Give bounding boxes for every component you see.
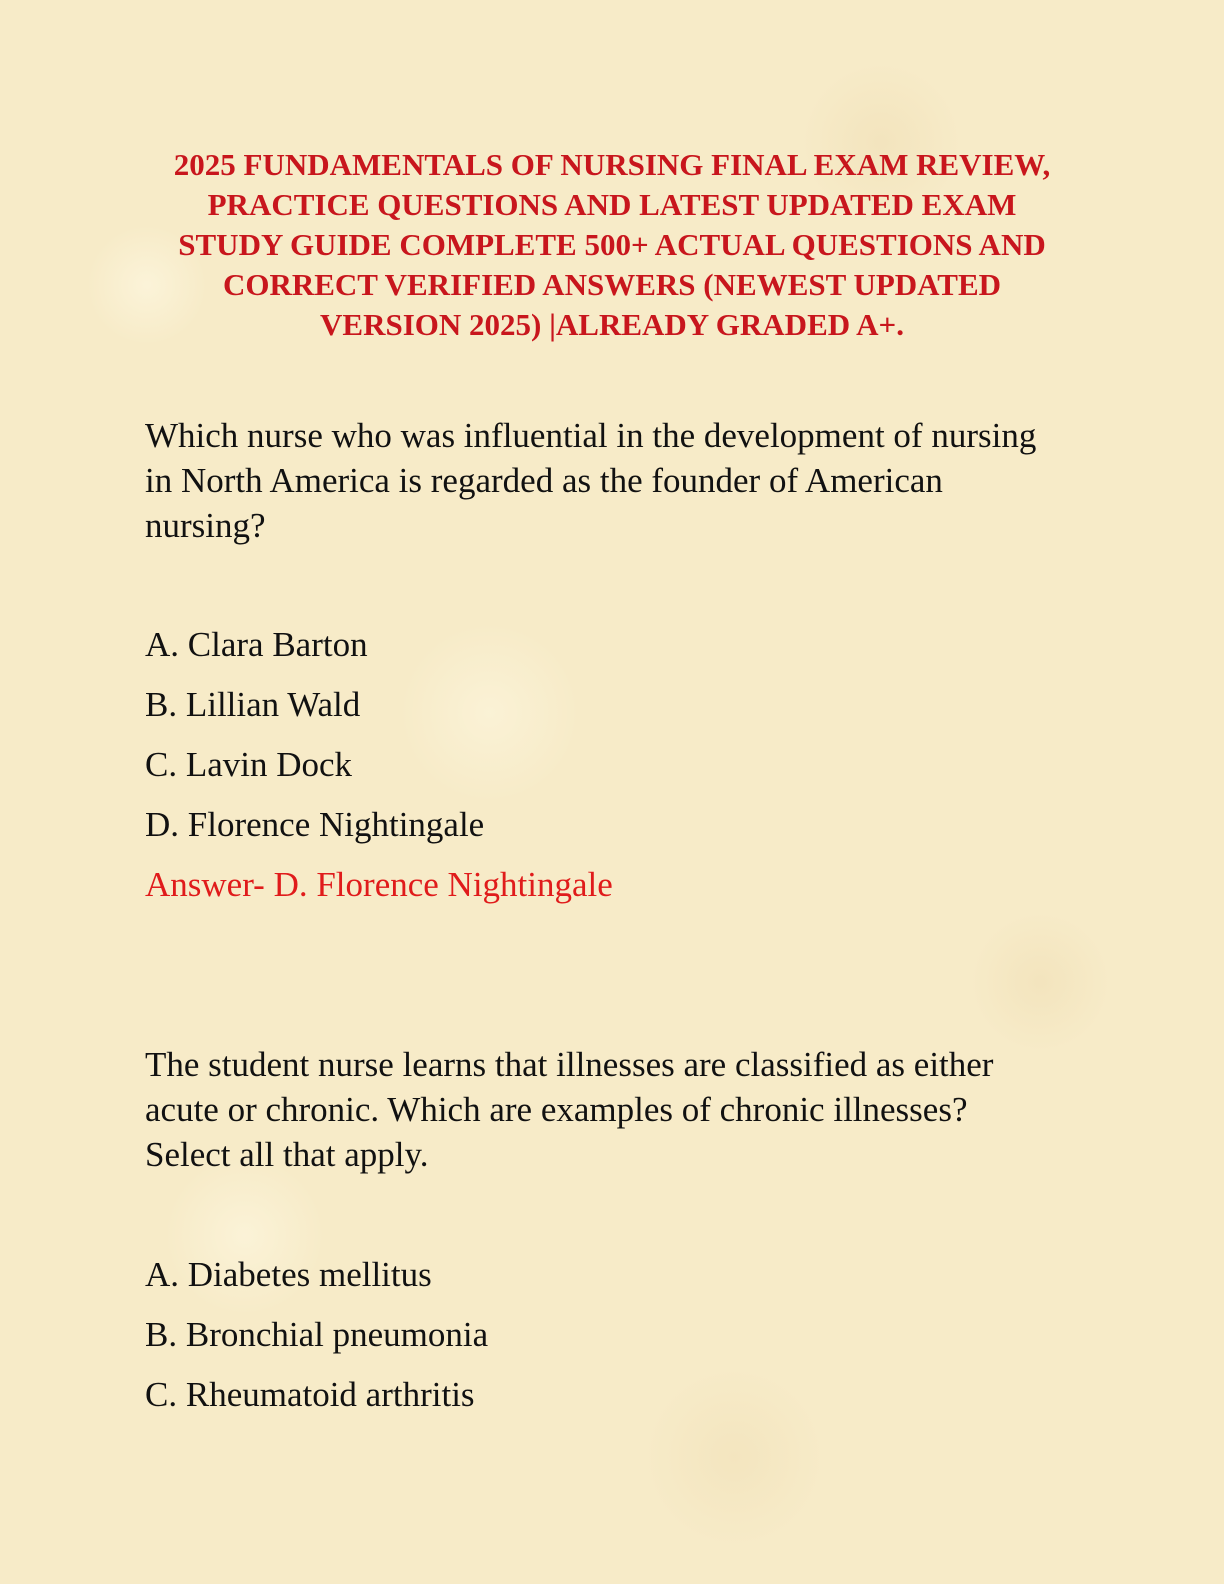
question-line: in North America is regarded as the founder of American	[145, 461, 943, 500]
question-1-option-b: B. Lillian Wald	[145, 685, 361, 724]
question-2-option-a: A. Diabetes mellitus	[145, 1255, 432, 1294]
question-line: Which nurse who was influential in the development of nursing	[145, 416, 1037, 455]
title-line: CORRECT VERIFIED ANSWERS (NEWEST UPDATED	[222, 267, 1002, 302]
question-1-option-d: D. Florence Nightingale	[145, 805, 485, 844]
title-line: VERSION 2025) |ALREADY GRADED A+.	[320, 307, 904, 342]
question-1-option-c: C. Lavin Dock	[145, 745, 353, 784]
title-line: PRACTICE QUESTIONS AND LATEST UPDATED EXAM	[207, 187, 1017, 222]
question-2-option-c: C. Rheumatoid arthritis	[145, 1375, 475, 1414]
question-2-text	[145, 1042, 993, 1177]
question-line: The student nurse learns that illnesses are classified as either	[145, 1045, 994, 1084]
question-line: acute or chronic. Which are examples of chronic illnesses?	[145, 1090, 968, 1129]
question-line: nursing?	[145, 506, 266, 545]
title-line: 2025 FUNDAMENTALS OF NURSING FINAL EXAM REVIEW,	[173, 147, 1051, 182]
question-1-text	[145, 413, 1036, 548]
document-title	[150, 145, 1074, 345]
title-line: STUDY GUIDE COMPLETE 500+ ACTUAL QUESTIONS AND	[178, 227, 1046, 262]
question-2-option-b: B. Bronchial pneumonia	[145, 1315, 489, 1354]
question-1-option-a: A. Clara Barton	[145, 625, 368, 664]
question-1-answer: Answer- D. Florence Nightingale	[145, 865, 613, 904]
question-line: Select all that apply.	[145, 1135, 429, 1174]
